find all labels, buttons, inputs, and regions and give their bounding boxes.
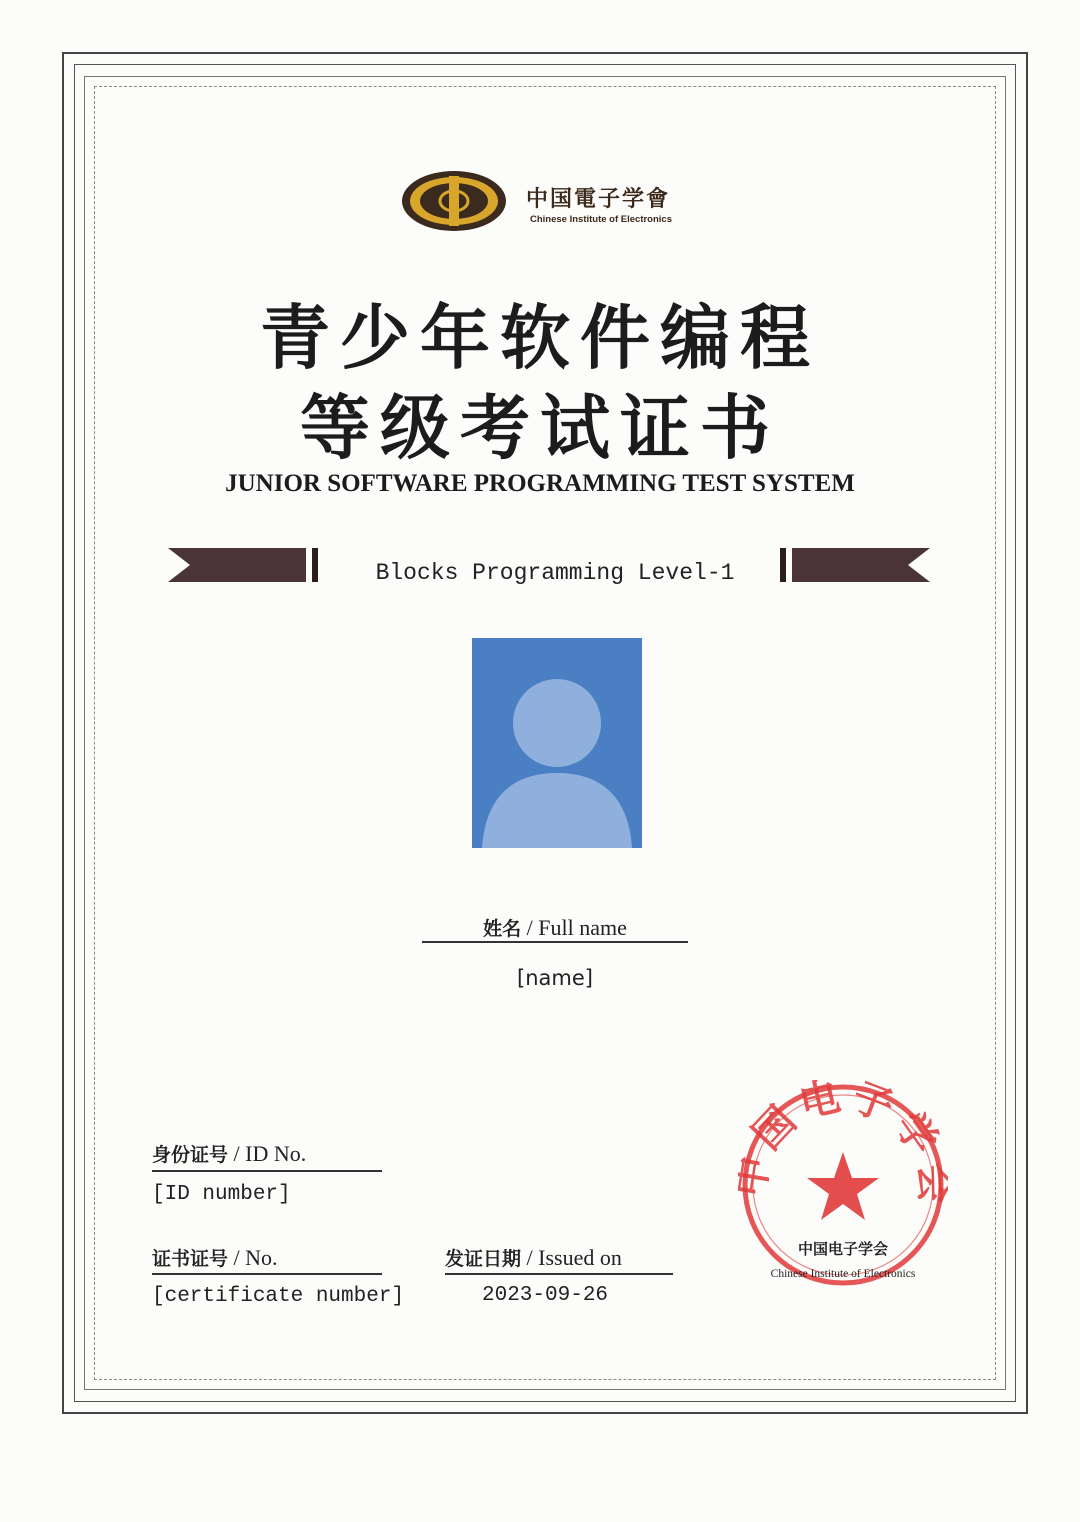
full-name-value: [name] bbox=[517, 966, 593, 990]
issue-date-label-en: / Issued on bbox=[521, 1245, 622, 1270]
certificate-title-line1: 青少年软件编程 bbox=[260, 297, 820, 379]
certificate-title-english: JUNIOR SOFTWARE PROGRAMMING TEST SYSTEM bbox=[225, 470, 855, 497]
id-number-label-en: / ID No. bbox=[228, 1141, 307, 1166]
certificate-number-value: [certificate number] bbox=[152, 1285, 405, 1308]
certificate-number-underline bbox=[152, 1273, 382, 1275]
issue-date-underline bbox=[445, 1273, 673, 1275]
issue-date-label-cn: 发证日期 bbox=[445, 1248, 522, 1270]
official-seal bbox=[738, 1080, 948, 1290]
certificate-title-line2: 等级考试证书 bbox=[300, 387, 780, 469]
institute-name-en: Chinese Institute of Electronics bbox=[530, 214, 672, 225]
issue-date-value: 2023-09-26 bbox=[482, 1284, 609, 1307]
id-number-value: [ID number] bbox=[152, 1183, 291, 1206]
star-icon bbox=[807, 1152, 879, 1220]
full-name-label bbox=[422, 914, 688, 941]
person-silhouette-icon bbox=[472, 638, 642, 848]
certificate-number-label-cn: 证书证号 bbox=[152, 1248, 229, 1270]
id-number-underline bbox=[152, 1170, 382, 1172]
institute-logo bbox=[400, 168, 700, 234]
certificate-number-label bbox=[152, 1244, 278, 1271]
institute-name-cn: 中国電子学會 bbox=[526, 187, 671, 212]
certificate-number-label-en: / No. bbox=[228, 1245, 278, 1270]
seal-name-cn: 中国电子学会 bbox=[797, 1240, 888, 1258]
seal-name-en: Chinese Institute of Electronics bbox=[770, 1268, 916, 1280]
full-name-underline bbox=[422, 941, 688, 943]
institute-logo-icon bbox=[400, 168, 512, 234]
full-name-label-en: / Full name bbox=[521, 915, 627, 940]
seal-arc-text: 国电子学 bbox=[744, 1080, 948, 1169]
id-number-label bbox=[152, 1140, 306, 1167]
level-label: Blocks Programming Level-1 bbox=[375, 560, 735, 586]
issue-date-label bbox=[445, 1244, 622, 1271]
id-photo-placeholder bbox=[472, 638, 642, 848]
id-number-label-cn: 身份证号 bbox=[152, 1144, 229, 1166]
full-name-label-cn: 姓名 bbox=[483, 918, 522, 940]
